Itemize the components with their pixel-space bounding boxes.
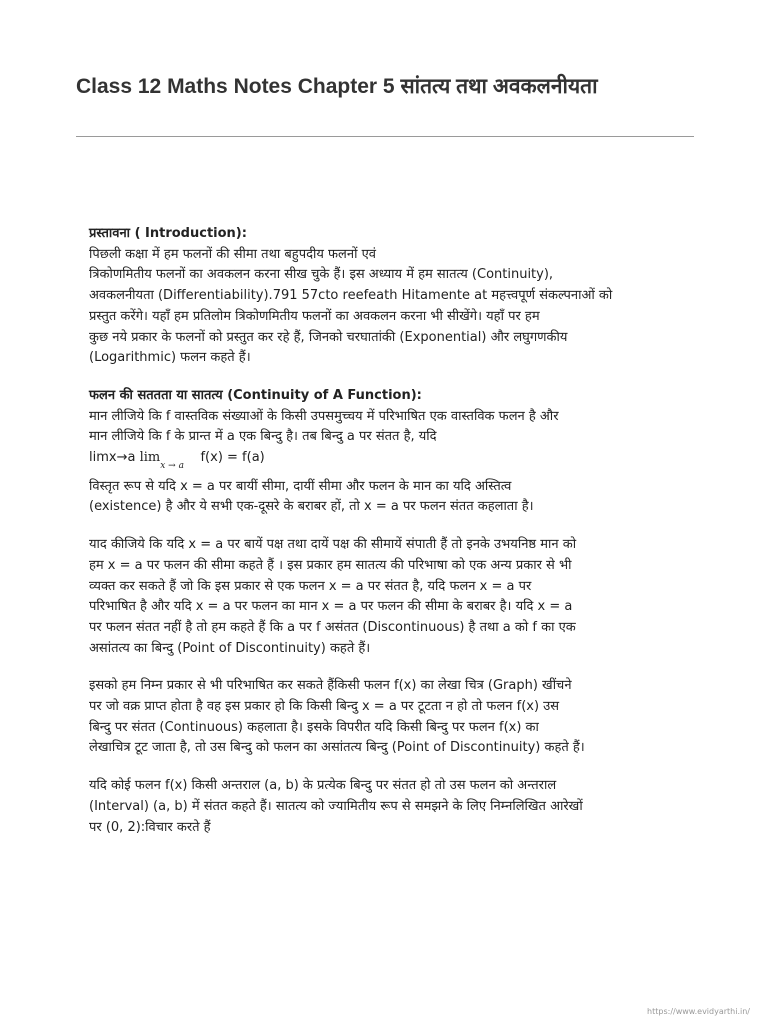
para4-line: इसको हम निम्न प्रकार से भी परिभाषित कर सकते हैंकिसी फलन f(x) का लेखा चित्र (Graph) खींचने: [89, 678, 572, 694]
limit-prefix: limx→a: [89, 450, 140, 466]
document-body: [89, 224, 679, 838]
limit-formula: [89, 448, 679, 477]
para3-line: याद कीजिये कि यदि x = a पर बायें पक्ष तथा दायें पक्ष की सीमायें संपाती हैं तो इनके उभयनिष्ठ मान को: [89, 537, 577, 553]
limit-suffix: f(x) = f(a): [200, 450, 265, 466]
intro-line: (Logarithmic) फलन कहते हैं।: [89, 350, 251, 366]
para3-line: असांतत्य का बिन्दु (Point of Discontinuity) कहते हैं।: [89, 640, 371, 656]
para4-line: बिन्दु पर संतत (Continuous) कहलाता है। इसके विपरीत यदि किसी बिन्दु पर फलन f(x) का: [89, 719, 539, 735]
intro-line: कुछ नये प्रकार के फलनों को प्रस्तुत कर रहे हैं, जिनको चरघातांकी (Exponential) और लघुगणकीय: [89, 329, 568, 345]
page-title: Class 12 Maths Notes Chapter 5 सांतत्य तथा अवकलनीयता: [76, 75, 598, 98]
intro-line: प्रस्तुत करेंगे। यहाँ हम प्रतिलोम त्रिकोणमितीय फलनों का अवकलन करना भी सीखेंगे। यहाँ पर हम: [89, 308, 540, 324]
para4-line: पर जो वक्र प्राप्त होता है वह इस प्रकार हो कि किसी बिन्दु x = a पर टूटता न हो तो फलन f(x) उस: [89, 699, 560, 715]
limit-subscript: x → a: [160, 461, 184, 472]
intro-line: पिछली कक्षा में हम फलनों की सीमा तथा बहुपदीय फलनों एवं: [89, 246, 376, 262]
para4-line: लेखाचित्र टूट जाता है, तो उस बिन्दु को फलन का असांतत्य बिन्दु (Point of Discontinuity) कहते हैं।: [89, 740, 585, 756]
intro-line: त्रिकोणमितीय फलनों का अवकलन करना सीख चुके हैं। इस अध्याय में हम सातत्य (Continuity),: [89, 267, 554, 283]
intro-heading: प्रस्तावना ( Introduction):: [89, 226, 247, 241]
para3-line: पर फलन संतत नहीं है तो हम कहते हैं कि a पर f असंतत (Discontinuous) है तथा a को f का एक: [89, 619, 576, 635]
continuity-heading: फलन की सततता या सातत्य (Continuity of A Function):: [89, 387, 422, 403]
para3-line: परिभाषित है और यदि x = a पर फलन का मान x = a पर फलन की सीमा के बराबर है। यदि x = a: [89, 599, 573, 615]
limit-lim: lim: [139, 450, 161, 466]
para5-line: यदि कोई फलन f(x) किसी अन्तराल (a, b) के प्रत्येक बिन्दु पर संतत हो तो उस फलन को अन्तराल: [89, 778, 557, 794]
continuity-line: विस्तृत रूप से यदि x = a पर बायीं सीमा, दायीं सीमा और फलन के मान का यदि अस्तित्व: [89, 478, 512, 494]
para3-line: हम x = a पर फलन की सीमा कहते हैं । इस प्रकार हम सातत्य की परिभाषा को एक अन्य प्रकार से भी: [89, 557, 572, 573]
footer-url[interactable]: https://www.evidyarthi.in/: [647, 1007, 750, 1016]
continuity-line: (existence) है और ये सभी एक-दूसरे के बराबर हों, तो x = a पर फलन संतत कहलाता है।: [89, 499, 534, 515]
intro-line: अवकलनीयता (Differentiability).791 57cto reefeath Hitamente at महत्त्वपूर्ण संकल्पनाओं को: [89, 288, 613, 304]
para3-line: व्यक्त कर सकते हैं जो कि इस प्रकार से एक फलन x = a पर संतत है, यदि फलन x = a पर: [89, 578, 532, 594]
para5-line: पर (0, 2):विचार करते हैं: [89, 819, 211, 835]
continuity-line: मान लीजिये कि f वास्तविक संख्याओं के किसी उपसमुच्चय में परिभाषित एक वास्तविक फलन है और: [89, 408, 559, 424]
para5-line: (Interval) (a, b) में संतत कहते हैं। सातत्य को ज्यामितीय रूप से समझने के लिए निम्नलिखित आरेखों: [89, 798, 583, 814]
title-divider: [76, 136, 694, 137]
continuity-line: मान लीजिये कि f के प्रान्त में a एक बिन्दु है। तब बिन्दु a पर संतत है, यदि: [89, 429, 437, 445]
